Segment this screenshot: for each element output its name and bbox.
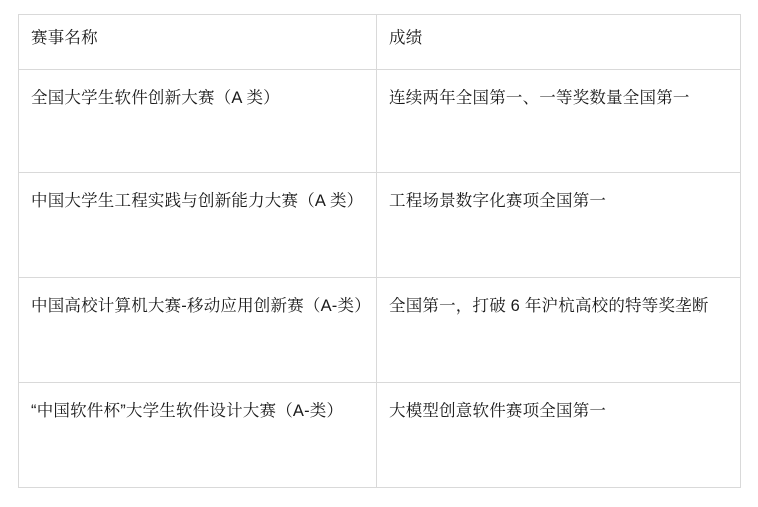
table-cell-competition-name xyxy=(19,70,377,173)
result-text: 连续两年全国第一、一等奖数量全国第一 xyxy=(389,89,690,107)
competition-name-text: “中国软件杯”大学生软件设计大赛（A-类） xyxy=(31,402,344,420)
table-row xyxy=(19,383,741,488)
table-header-row xyxy=(19,15,741,70)
table-cell-result xyxy=(377,173,741,278)
table-row xyxy=(19,278,741,383)
table-cell-result xyxy=(377,278,741,383)
table-cell-result xyxy=(377,70,741,173)
table-row xyxy=(19,70,741,173)
competition-name-text: 中国高校计算机大赛-移动应用创新赛（A-类） xyxy=(31,297,371,315)
competition-name-text: 全国大学生软件创新大赛（A 类） xyxy=(31,89,280,107)
competition-results-table xyxy=(18,14,741,488)
table-header-cell-name xyxy=(19,15,377,70)
header-label-result: 成绩 xyxy=(389,29,423,47)
table-cell-competition-name xyxy=(19,173,377,278)
result-text: 大模型创意软件赛项全国第一 xyxy=(389,402,607,420)
table-row xyxy=(19,173,741,278)
header-label-competition-name: 赛事名称 xyxy=(31,29,98,47)
table-cell-result xyxy=(377,383,741,488)
competition-name-text: 中国大学生工程实践与创新能力大赛（A 类） xyxy=(31,192,364,210)
table-cell-competition-name xyxy=(19,383,377,488)
result-text: 工程场景数字化赛项全国第一 xyxy=(389,192,607,210)
result-text: 全国第一，打破 6 年沪杭高校的特等奖垄断 xyxy=(389,297,709,315)
table-header-cell-result xyxy=(377,15,741,70)
table-cell-competition-name xyxy=(19,278,377,383)
